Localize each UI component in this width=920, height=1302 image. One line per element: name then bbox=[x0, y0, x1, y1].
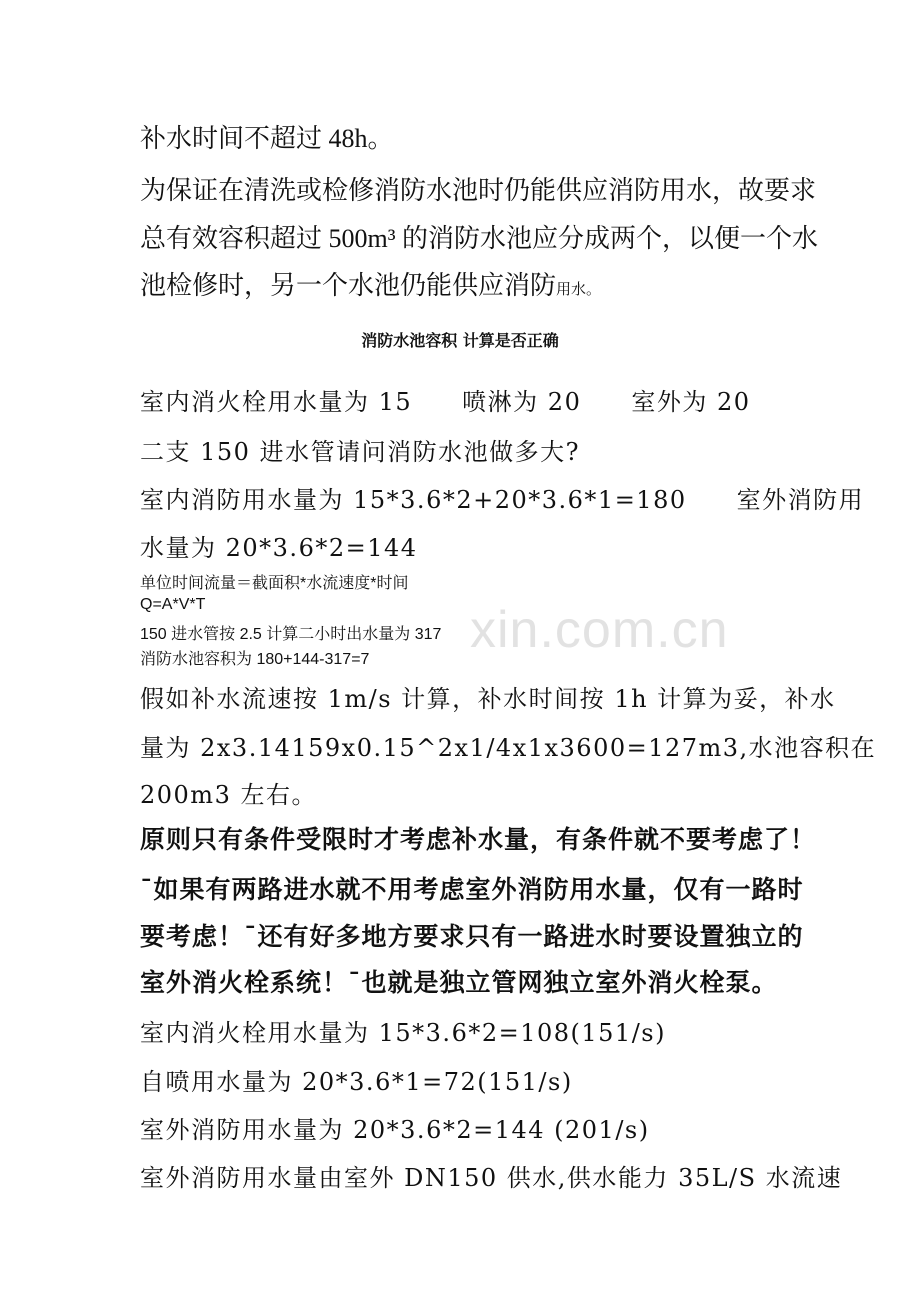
formula-line: 单位时间流量＝截面积*水流速度*时间 bbox=[140, 575, 409, 592]
question-text: 喷淋为 20 bbox=[462, 388, 582, 416]
paragraph-line bbox=[140, 265, 601, 302]
formula-line: 消防水池容积为 180+144-317=7 bbox=[140, 651, 370, 668]
paragraph-line: 总有效容积超过 500m³ 的消防水池应分成两个，以便一个水 bbox=[140, 224, 819, 253]
answer-line: 量为 2x3.14159x0.15^2x1/4x1x3600=127m3,水池容积在 bbox=[140, 734, 877, 762]
formula-line: Q=A*V*T bbox=[140, 596, 206, 613]
question-text: 室内消防用水量为 15*3.6*2+20*3.6*1=180 bbox=[140, 486, 687, 514]
question-line bbox=[140, 382, 751, 417]
bold-line: 原则只有条件受限时才考虑补水量，有条件就不要考虑了！ bbox=[140, 825, 817, 854]
formula-line: 150 进水管按 2.5 计算二小时出水量为 317 bbox=[140, 626, 442, 643]
paragraph-line: 补水时间不超过 48h。 bbox=[140, 124, 394, 153]
calc-line: 室外消防用水量由室外 DN150 供水,供水能力 35L/S 水流速 bbox=[140, 1164, 843, 1192]
bold-line: ¯如果有两路进水就不用考虑室外消防用水量，仅有一路时 bbox=[140, 875, 804, 904]
paragraph-line: 为保证在清洗或检修消防水池时仍能供应消防用水，故要求 bbox=[140, 176, 817, 205]
question-text: 室外为 20 bbox=[631, 388, 751, 416]
question-line bbox=[140, 480, 864, 515]
paragraph-small-text: 用水。 bbox=[556, 282, 602, 298]
calc-line: 自喷用水量为 20*3.6*1=72(151/s) bbox=[140, 1068, 573, 1096]
answer-line: 假如补水流速按 1m/s 计算，补水时间按 1h 计算为妥，补水 bbox=[140, 685, 836, 713]
bold-line: 室外消火栓系统！¯也就是独立管网独立室外消火栓泵。 bbox=[140, 968, 778, 997]
section-heading: 消防水池容积 计算是否正确 bbox=[361, 331, 559, 350]
paragraph-text: 池检修时，另一个水池仍能供应消防 bbox=[140, 271, 557, 300]
bold-line: 要考虑！¯还有好多地方要求只有一路进水时要设置独立的 bbox=[140, 922, 804, 951]
question-text: 室外消防用 bbox=[736, 486, 865, 514]
calc-line: 室内消火栓用水量为 15*3.6*2=108(151/s) bbox=[140, 1019, 666, 1047]
question-text: 室内消火栓用水量为 15 bbox=[140, 388, 413, 416]
calc-line: 室外消防用水量为 20*3.6*2=144 (201/s) bbox=[140, 1116, 650, 1144]
answer-line: 200m3 左右。 bbox=[140, 781, 317, 809]
question-line: 水量为 20*3.6*2=144 bbox=[140, 534, 418, 562]
watermark-text: xin.com.cn bbox=[470, 601, 729, 659]
question-line: 二支 150 进水管请问消防水池做多大? bbox=[140, 438, 580, 466]
